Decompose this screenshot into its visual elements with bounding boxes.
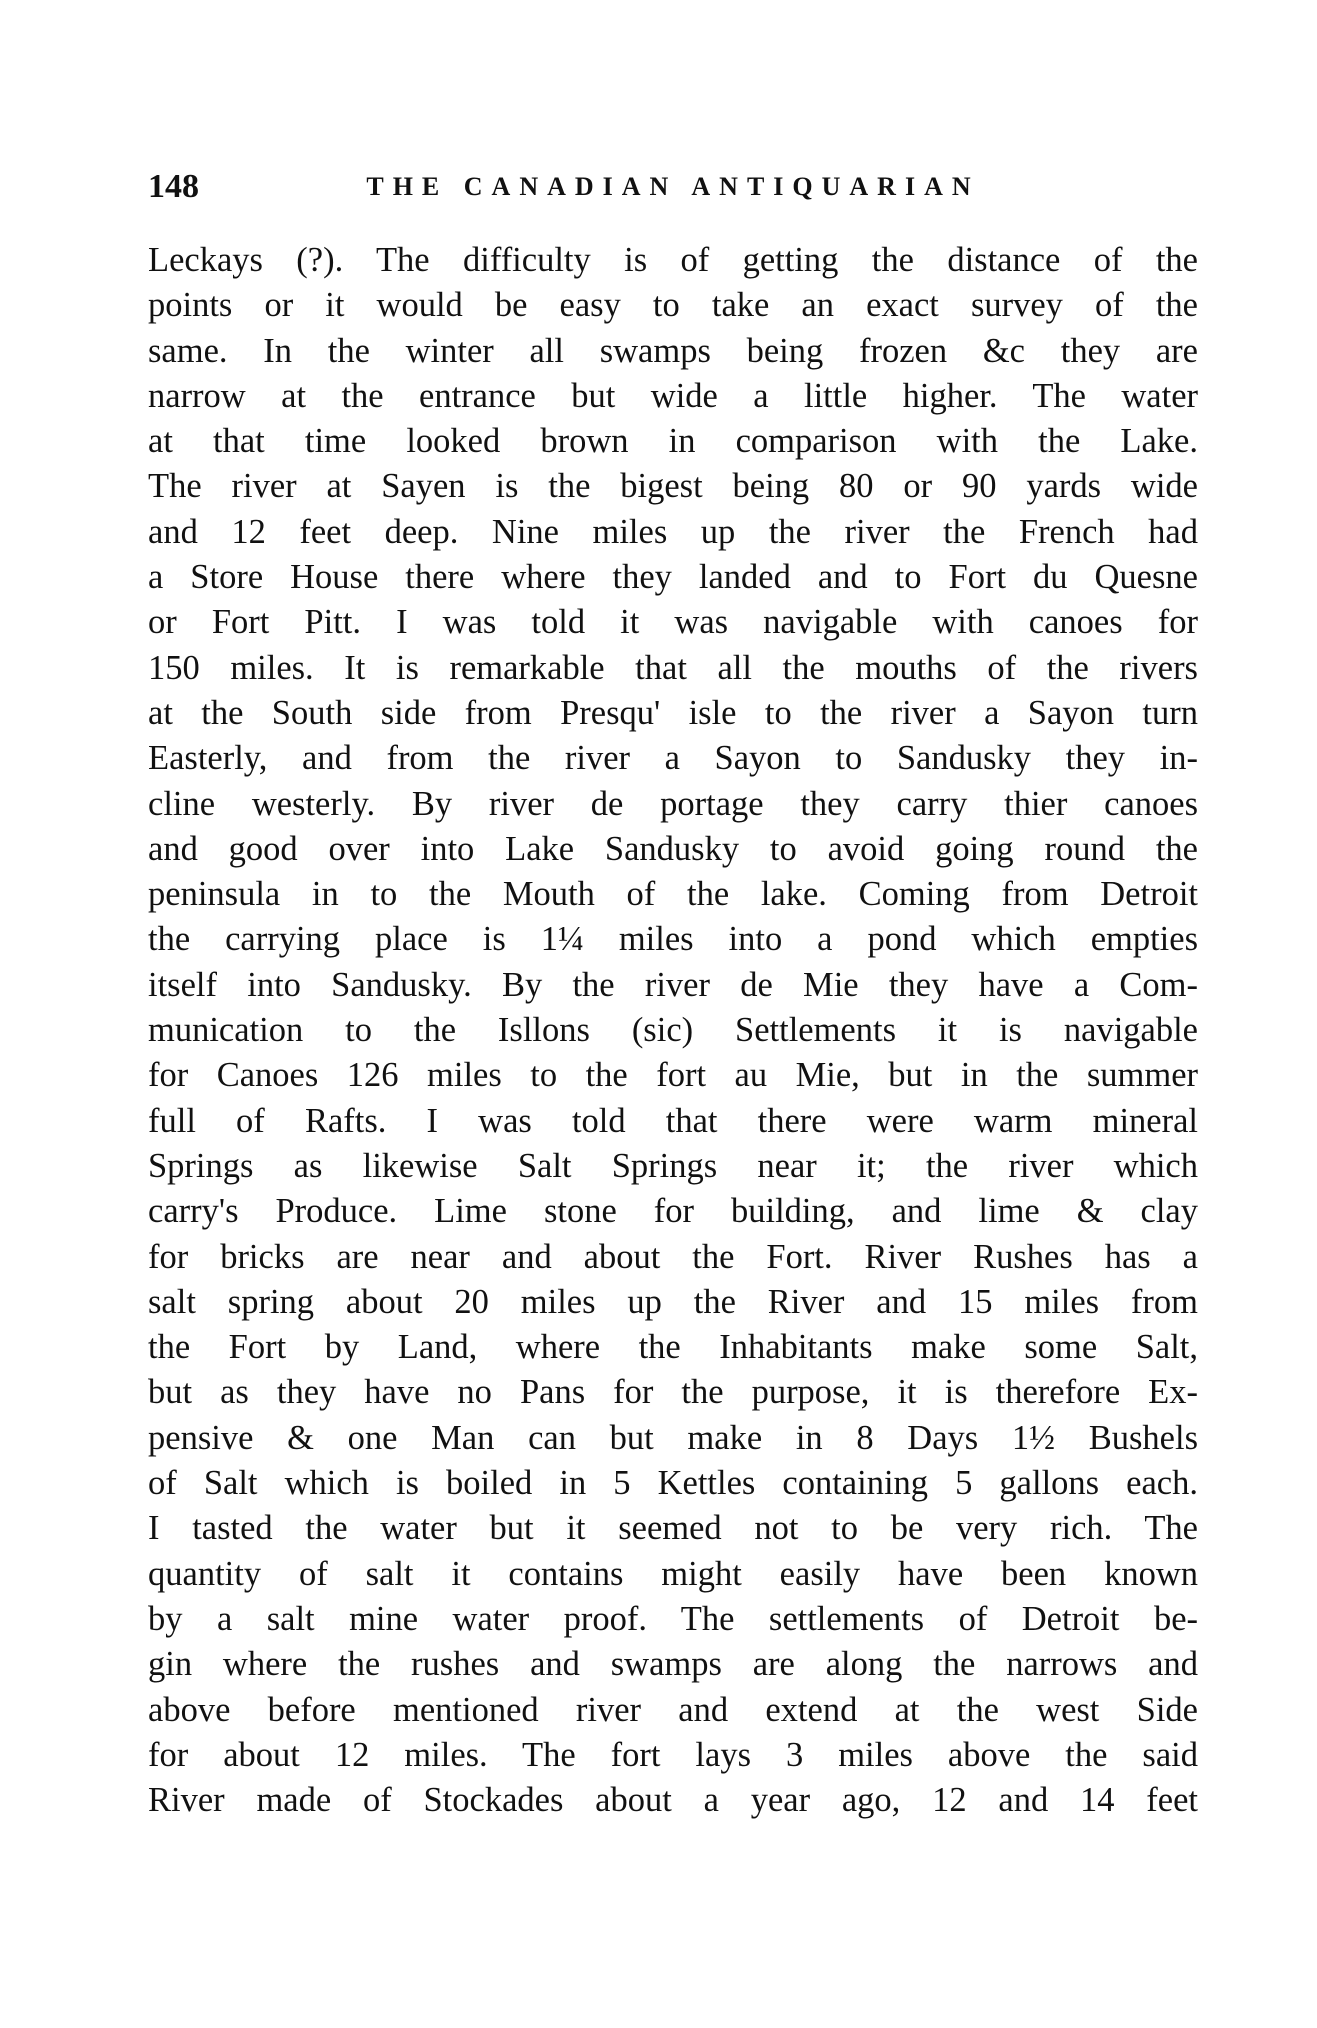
text-line: for Canoes 126 miles to the fort au Mie, but in the summer [148, 1056, 1198, 1095]
text-line: above before mentioned river and extend at the west Side [148, 1690, 1198, 1729]
text-line: the carrying place is 1¼ miles into a pond which empties [148, 920, 1198, 959]
text-line: same. In the winter all swamps being frozen &c they are [148, 331, 1198, 370]
text-line: River made of Stockades about a year ago, 12 and 14 feet [148, 1781, 1198, 1820]
text-line: Leckays (?). The difficulty is of getting the distance of the [148, 241, 1198, 279]
text-line: by a salt mine water proof. The settlements of Detroit be- [148, 1599, 1198, 1638]
text-line: salt spring about 20 miles up the River and 15 miles from [148, 1282, 1198, 1321]
text-line: and 12 feet deep. Nine miles up the river the French had [148, 512, 1198, 551]
page-number: 148 [148, 168, 199, 205]
text-line: Easterly, and from the river a Sayon to Sandusky they in- [148, 739, 1198, 778]
text-line: at the South side from Presqu' isle to the river a Sayon turn [148, 693, 1198, 732]
text-line: gin where the rushes and swamps are along the narrows and [148, 1645, 1198, 1684]
text-line: of Salt which is boiled in 5 Kettles containing 5 gallons each. [148, 1464, 1198, 1503]
page-header [148, 168, 1198, 212]
text-line: and good over into Lake Sandusky to avoid going round the [148, 829, 1198, 868]
text-line: or Fort Pitt. I was told it was navigable with canoes for [148, 603, 1198, 642]
text-line: The river at Sayen is the bigest being 80 or 90 yards wide [148, 467, 1198, 506]
body-text [148, 238, 1198, 1823]
text-line: but as they have no Pans for the purpose, it is therefore Ex- [148, 1373, 1198, 1412]
text-line: I tasted the water but it seemed not to be very rich. The [148, 1509, 1198, 1548]
text-line: 150 miles. It is remarkable that all the mouths of the rivers [148, 648, 1198, 687]
text-line: cline westerly. By river de portage they carry thier canoes [148, 784, 1198, 823]
text-line: points or it would be easy to take an exact survey of the [148, 286, 1198, 325]
text-line: Springs as likewise Salt Springs near it; the river which [148, 1146, 1198, 1185]
text-line: itself into Sandusky. By the river de Mie they have a Com- [148, 965, 1198, 1004]
text-line: carry's Produce. Lime stone for building, and lime & clay [148, 1192, 1198, 1231]
text-line: for about 12 miles. The fort lays 3 miles above the said [148, 1735, 1198, 1774]
text-line: full of Rafts. I was told that there were warm mineral [148, 1101, 1198, 1140]
text-line: narrow at the entrance but wide a little higher. The water [148, 376, 1198, 415]
text-line: peninsula in to the Mouth of the lake. Coming from Detroit [148, 875, 1198, 914]
text-line: pensive & one Man can but make in 8 Days 1½ Bushels [148, 1418, 1198, 1457]
running-title: THE CANADIAN ANTIQUARIAN [366, 172, 980, 201]
text-line: munication to the Isllons (sic) Settlements it is navigable [148, 1011, 1198, 1050]
text-line: a Store House there where they landed and to Fort du Quesne [148, 558, 1198, 597]
text-line: at that time looked brown in comparison with the Lake. [148, 422, 1198, 461]
text-line: quantity of salt it contains might easily have been known [148, 1554, 1198, 1593]
text-line: for bricks are near and about the Fort. River Rushes has a [148, 1237, 1198, 1276]
text-line: the Fort by Land, where the Inhabitants make some Salt, [148, 1328, 1198, 1367]
